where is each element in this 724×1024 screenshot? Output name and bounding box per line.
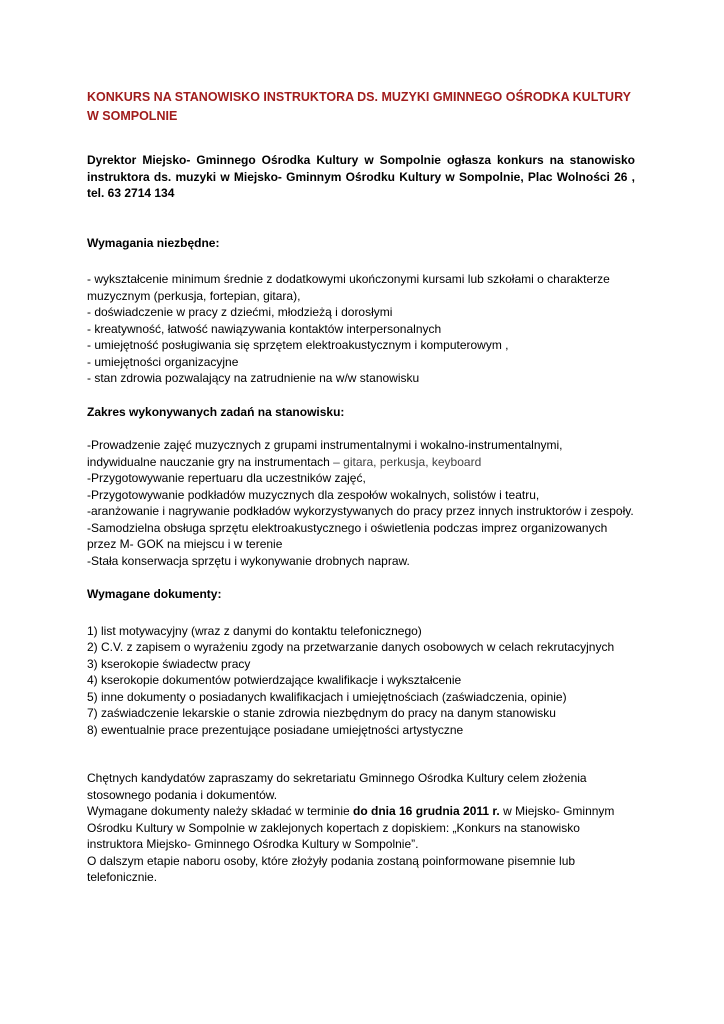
list-item: -aranżowanie i nagrywanie podkładów wykorzystywanych do pracy przez innych instruktorów i zespoły. [87, 504, 634, 518]
deadline-paragraph [87, 803, 635, 853]
scope-item-main: -Prowadzenie zajęć muzycznych z grupami instrumentalnymi i wokalno-instrumentalnymi, indywidualne nauczanie gry na instrumentach [87, 438, 563, 469]
scope-list [87, 437, 635, 569]
documents-heading: Wymagane dokumenty: [87, 587, 222, 601]
deadline-date: do dnia 16 grudnia 2011 r. [353, 804, 500, 818]
invite-paragraph: Chętnych kandydatów zapraszamy do sekretariatu Gminnego Ośrodka Kultury celem złożenia stosownego podania i dokumentów. [87, 771, 587, 802]
list-item: 3) kserokopie świadectw pracy [87, 656, 251, 671]
document-title: KONKURS NA STANOWISKO INSTRUKTORA DS. MUZYKI GMINNEGO OŚRODKA KULTURY W SOMPOLNIE [87, 90, 631, 123]
list-item: - kreatywność, łatwość nawiązywania kontaktów interpersonalnych [87, 321, 442, 336]
deadline-suffix: w Miejsko- Gminnym Ośrodku Kultury w Sompolnie w zaklejonych kopertach z dopiskiem: „Konkurs na stanowisko instruktora Miejsko- Gminnego Ośrodka Kultury w Sompolnie”. [87, 804, 615, 851]
closing-section [87, 770, 635, 886]
further-paragraph: O dalszym etapie naboru osoby, które złożyły podania zostaną poinformowane pisemnie lub telefonicznie. [87, 853, 576, 884]
document-page [87, 88, 635, 886]
deadline-prefix: Wymagane dokumenty należy składać w terminie [87, 804, 354, 818]
list-item: 2) C.V. z zapisem o wyrażeniu zgody na przetwarzanie danych osobowych w celach rekrutacyjnych [87, 640, 615, 654]
list-item: - stan zdrowia pozwalający na zatrudnienie na w/w stanowisku [87, 371, 420, 385]
requirements-heading: Wymagania niezbędne: [87, 235, 220, 250]
list-item: - wykształcenie minimum średnie z dodatkowymi ukończonymi kursami lub szkołami o charakterze muzycznym (perkusja, fortepian, gitara), [87, 272, 610, 303]
list-item: - doświadczenie w pracy z dziećmi, młodzieżą i dorosłymi [87, 305, 393, 319]
documents-list [87, 623, 635, 739]
list-item: 1) list motywacyjny (wraz z danymi do kontaktu telefonicznego) [87, 623, 422, 638]
list-item: -Stała konserwacja sprzętu i wykonywanie drobnych napraw. [87, 553, 410, 568]
list-item: -Przygotowywanie repertuaru dla uczestników zajęć, [87, 471, 366, 485]
list-item: 7) zaświadczenie lekarskie o stanie zdrowia niezbędnym do pracy na danym stanowisku [87, 706, 556, 720]
list-item: 5) inne dokumenty o posiadanych kwalifikacjach i umiejętnościach (zaświadczenia, opinie) [87, 689, 567, 704]
list-item: 8) ewentualnie prace prezentujące posiadane umiejętności artystyczne [87, 722, 464, 737]
scope-heading: Zakres wykonywanych zadań na stanowisku: [87, 404, 345, 419]
requirements-list [87, 271, 635, 387]
scope-item-instruments: – gitara, perkusja, keyboard [333, 454, 482, 469]
list-item: - umiejętności organizacyjne [87, 354, 239, 369]
list-item: - umiejętność posługiwania się sprzętem elektroakustycznym i komputerowym , [87, 338, 509, 352]
intro-paragraph: Dyrektor Miejsko- Gminnego Ośrodka Kultury w Sompolnie ogłasza konkurs na stanowisko instruktora ds. muzyki w Miejsko- Gminnym Ośrodku Kultury w Sompolnie, Plac Wolności 26 , tel. 63 2714 134 [87, 153, 635, 200]
list-item: -Samodzielna obsługa sprzętu elektroakustycznego i oświetlenia podczas imprez organizowanych przez M- GOK na miejscu i w terenie [87, 520, 608, 551]
list-item: 4) kserokopie dokumentów potwierdzające kwalifikacje i wykształcenie [87, 673, 462, 687]
list-item [87, 437, 635, 470]
list-item: -Przygotowywanie podkładów muzycznych dla zespołów wokalnych, solistów i teatru, [87, 487, 540, 502]
